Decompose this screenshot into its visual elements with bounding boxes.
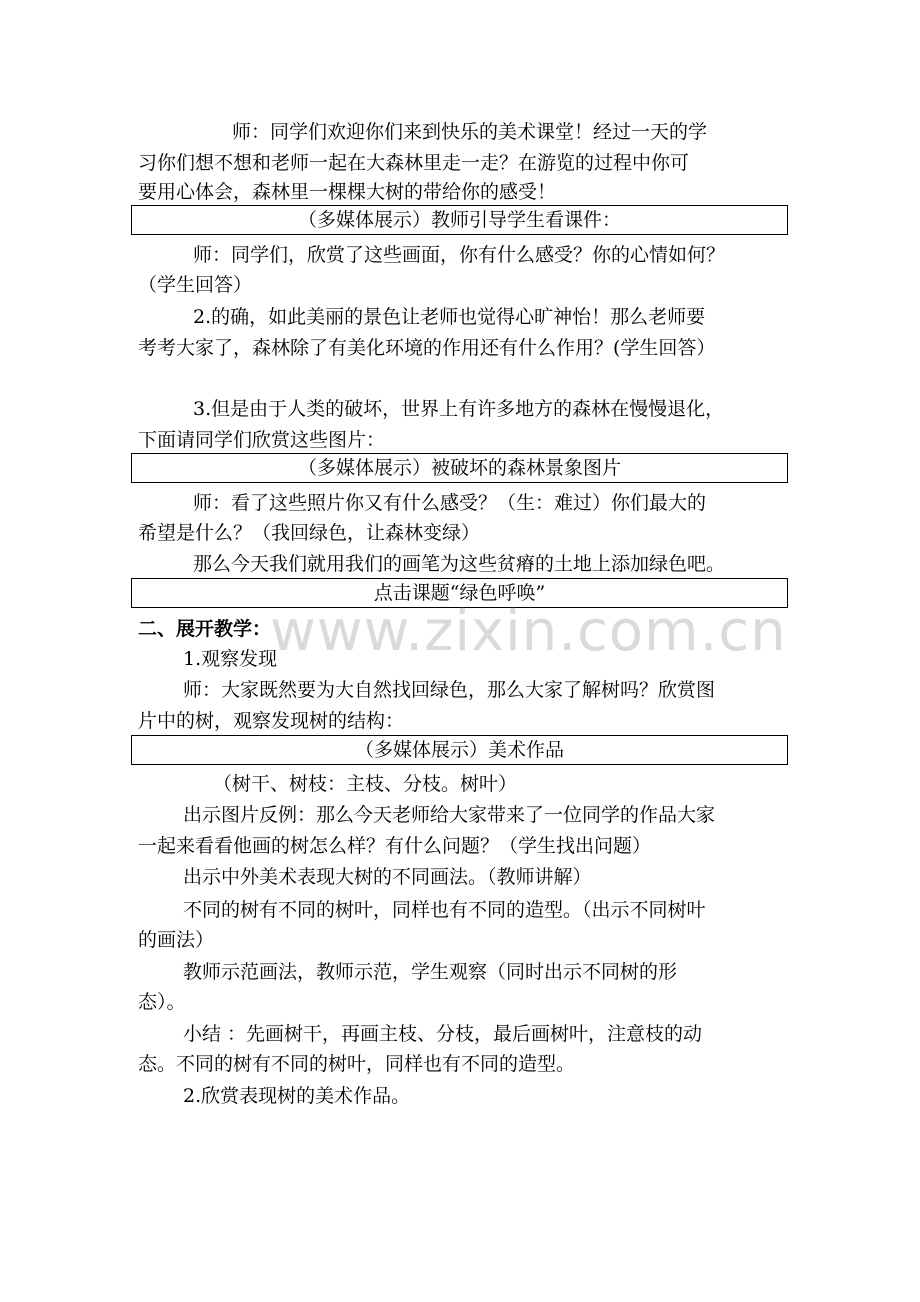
paragraph-line: 3.但是由于人类的破坏，世界上有许多地方的森林在慢慢退化， — [193, 398, 725, 420]
paragraph-line: 师：同学们，欣赏了这些画面，你有什么感受？你的心情如何？ — [193, 244, 726, 266]
paragraph-line: 2.欣赏表现树的美术作品。 — [183, 1085, 411, 1107]
paragraph-line: 出示中外美术表现大树的不同画法。（教师讲解） — [183, 866, 592, 888]
paragraph-line: 片中的树，观察发现树的结构： — [138, 710, 405, 732]
paragraph-line: 不同的树有不同的树叶，同样也有不同的造型。（出示不同树叶 — [183, 899, 706, 921]
paragraph-line: （树干、树枝：主枝、分枝。树叶） — [213, 773, 518, 795]
paragraph-line: 态）。 — [138, 991, 186, 1013]
paragraph-line: 师：看了这些照片你又有什么感受？（生：难过）你们最大的 — [193, 492, 707, 514]
media-box: （多媒体展示）教师引导学生看课件： — [131, 205, 788, 235]
paragraph-line: 师：大家既然要为大自然找回绿色，那么大家了解树吗？欣赏图 — [183, 679, 716, 701]
media-box: 点击课题“绿色呼唤” — [131, 578, 788, 608]
paragraph-line: 态。不同的树有不同的树叶，同样也有不同的造型。 — [138, 1053, 576, 1075]
paragraph-line: 习你们想不想和老师一起在大森林里走一走？在游览的过程中你可 — [138, 152, 690, 174]
paragraph-line: 师：同学们欢迎你们来到快乐的美术课堂！经过一天的学 — [232, 121, 708, 143]
paragraph-line: 考考大家了，森林除了有美化环境的作用还有什么作用？(学生回答） — [138, 337, 716, 359]
paragraph-line: 1.观察发现 — [183, 648, 278, 670]
media-box: （多媒体展示）被破坏的森林景象图片 — [131, 453, 788, 483]
paragraph-line: 的画法） — [138, 929, 215, 951]
section-heading: 二、展开教学： — [138, 618, 272, 640]
paragraph-line: 教师示范画法，教师示范，学生观察（同时出示不同树的形 — [183, 961, 678, 983]
paragraph-line: 那么今天我们就用我们的画笔为这些贫瘠的土地上添加绿色吧。 — [193, 553, 726, 575]
watermark: www.zixin.com.cn — [270, 599, 787, 664]
paragraph-line: 2.的确，如此美丽的景色让老师也觉得心旷神怡！那么老师要 — [193, 306, 706, 328]
paragraph-line: （学生回答） — [138, 274, 253, 296]
paragraph-line: 要用心体会，森林里一棵棵大树的带给你的感受！ — [138, 181, 557, 203]
paragraph-line: 一起来看看他画的树怎么样？有什么问题？（学生找出问题） — [138, 835, 652, 857]
paragraph-line: 出示图片反例：那么今天老师给大家带来了一位同学的作品大家 — [183, 804, 716, 826]
paragraph-line: 希望是什么？（我回绿色，让森林变绿） — [138, 522, 481, 544]
media-box: （多媒体展示）美术作品 — [131, 735, 788, 765]
paragraph-line: 下面请同学们欣赏这些图片： — [138, 429, 386, 451]
paragraph-line: 小结 ：先画树干，再画主枝、分枝，最后画树叶，注意枝的动 — [183, 1023, 703, 1045]
